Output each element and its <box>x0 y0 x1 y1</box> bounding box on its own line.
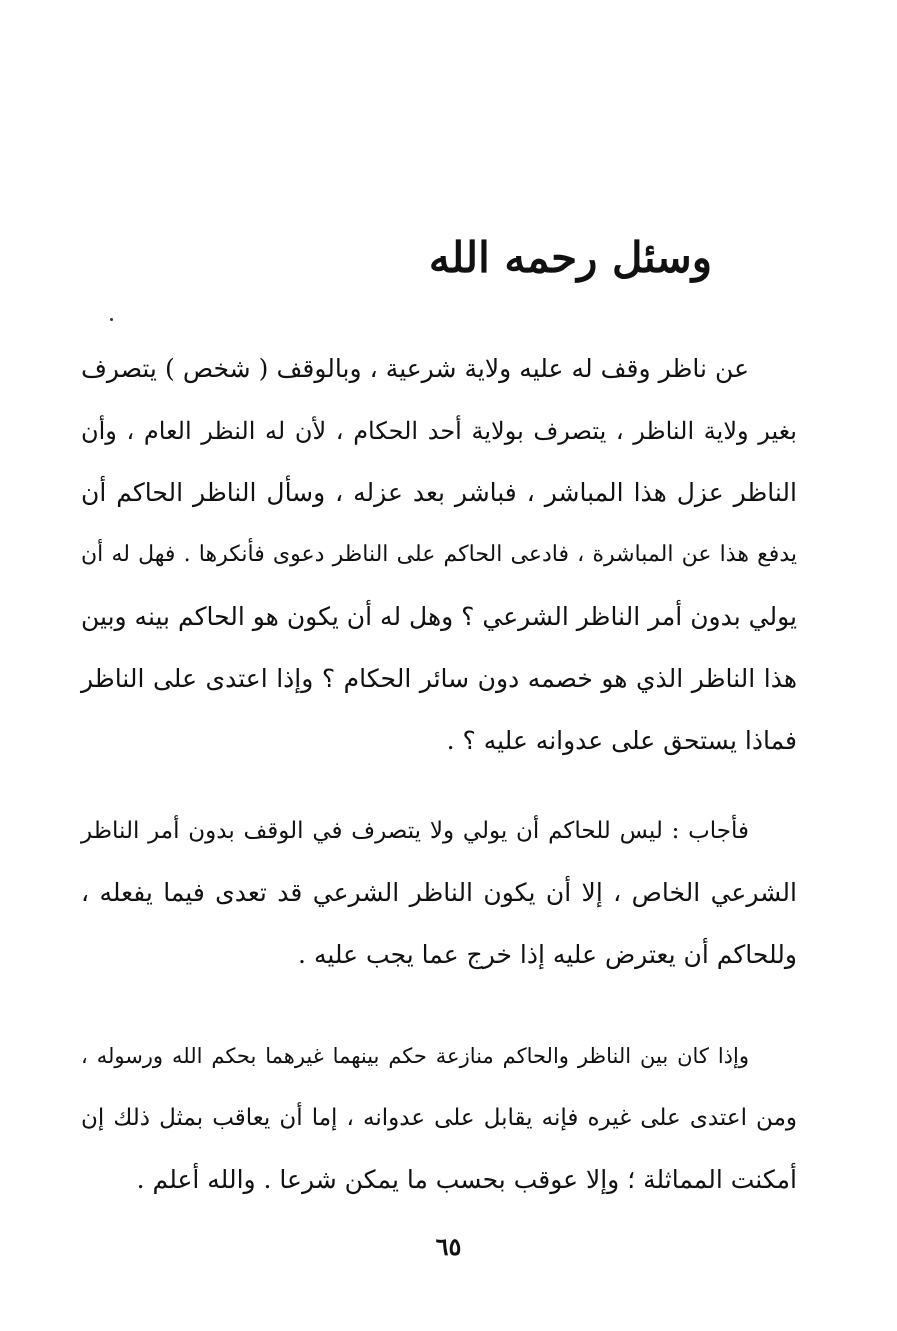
paragraph-line: هذا الناظر الذي هو خصمه دون سائر الحكام ؟ وإذا اعتدى على الناظر <box>81 664 797 693</box>
paragraph-line: ومن اعتدى على غيره فإنه يقابل على عدوانه ، إما أن يعاقب بمثل ذلك إن <box>81 1105 797 1131</box>
page-number: ٦٥ <box>435 1232 462 1261</box>
paragraph-line: يولي بدون أمر الناظر الشرعي ؟ وهل له أن يكون هو الحاكم بينه وبين <box>81 602 797 631</box>
paragraph-line: وللحاكم أن يعترض عليه إذا خرج عما يجب عليه . <box>298 940 797 969</box>
paragraph-line: وإذا كان بين الناظر والحاكم منازعة حكم بينهما غيرهما بحكم الله ورسوله ، <box>81 1044 749 1068</box>
question-paragraph <box>81 338 797 772</box>
paragraph-line: الشرعي الخاص ، إلا أن يكون الناظر الشرعي قد تعدى فيما يفعله ، <box>81 878 797 907</box>
paragraph-line: فماذا يستحق على عدوانه عليه ؟ . <box>446 726 797 755</box>
paragraph-line: يدفع هذا عن المباشرة ، فادعى الحاكم على الناظر دعوى فأنكرها . فهل له أن <box>81 542 797 567</box>
answer-paragraph <box>81 800 797 986</box>
paragraph-line: بغير ولاية الناظر ، يتصرف بولاية أحد الحكام ، لأن له النظر العام ، وأن <box>81 417 797 445</box>
paragraph-line: عن ناظر وقف له عليه ولاية شرعية ، وبالوقف ( شخص ) يتصرف <box>81 354 749 383</box>
ink-speck <box>110 318 113 321</box>
paragraph-line: الناظر عزل هذا المباشر ، فباشر بعد عزله ، وسأل الناظر الحاكم أن <box>81 478 797 507</box>
paragraph-line: فأجاب : ليس للحاكم أن يولي ولا يتصرف في الوقف بدون أمر الناظر <box>81 818 749 844</box>
ruling-paragraph <box>81 1025 797 1211</box>
section-heading: وسئل رحمه الله <box>428 233 712 282</box>
paragraph-line: أمكنت المماثلة ؛ وإلا عوقب بحسب ما يمكن شرعا . والله أعلم . <box>136 1165 797 1194</box>
